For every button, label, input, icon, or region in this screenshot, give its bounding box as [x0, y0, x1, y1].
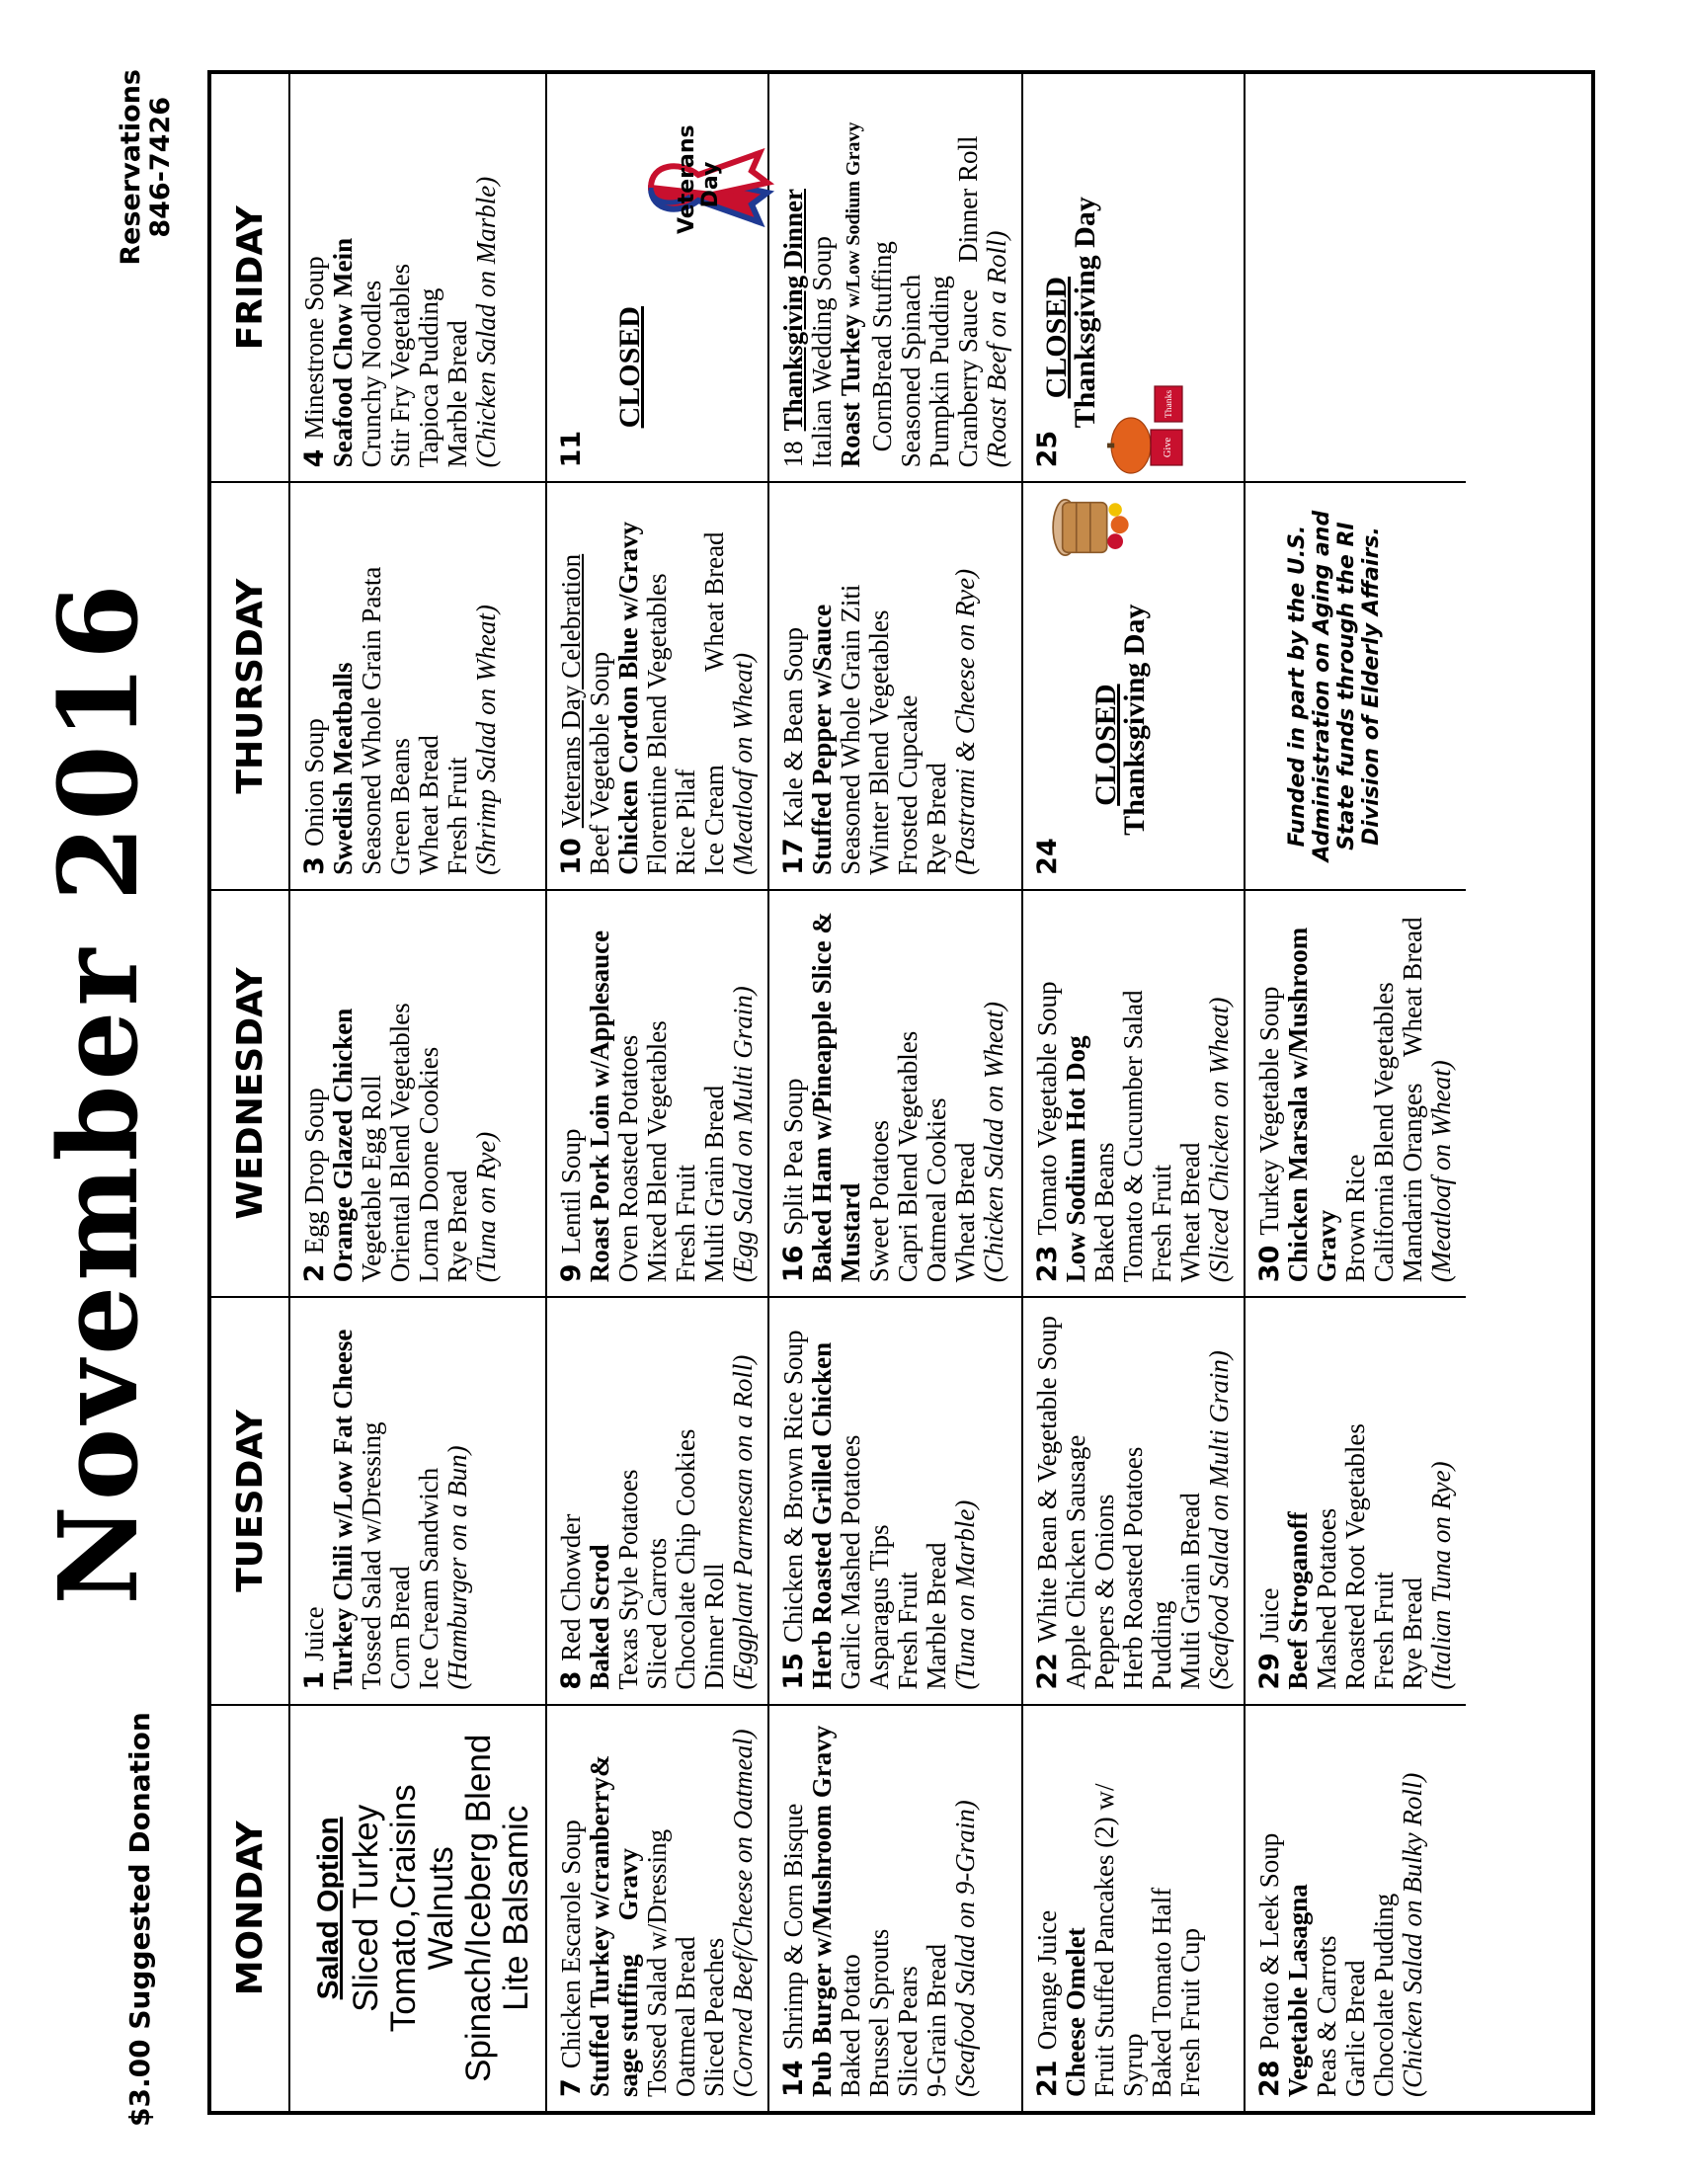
side: Oatmeal Bread	[671, 1936, 700, 2097]
salad-line: Spinach/Iceberg Blend	[459, 1734, 498, 2082]
page-title: November 2016	[35, 579, 162, 1605]
day-cell-9	[547, 889, 769, 1296]
side: Baked Beans	[1089, 1142, 1119, 1283]
side: Tossed Salad w/Dressing	[357, 1421, 386, 1690]
side: 9-Grain Bread	[922, 1943, 951, 2097]
give-sign-text: Give	[1163, 438, 1173, 458]
alternate-meal: (Seafood Salad on Multi Grain)	[1204, 1350, 1234, 1690]
event-title: Thanksgiving Dinner	[778, 189, 808, 432]
day-cell-28	[1246, 1704, 1466, 2111]
soup: Red Chowder	[556, 1513, 586, 1661]
day-header-thursday: THURSDAY	[211, 481, 290, 888]
day-cell-11	[547, 74, 769, 481]
entree: Low Sodium Hot Dog	[1061, 1035, 1090, 1283]
day-cell-8	[547, 1296, 769, 1703]
entree: Chicken Marsala w/Mushroom	[1283, 927, 1313, 1283]
soup: Orange Juice	[1032, 1909, 1062, 2051]
entree: Roast Turkey	[836, 314, 865, 468]
side: Pudding	[1147, 1600, 1176, 1690]
side: Oriental Blend Vegetables	[385, 1003, 415, 1283]
day-number: 2	[299, 1263, 330, 1283]
day-number: 23	[1032, 1245, 1063, 1283]
side: Marble Bread	[922, 1542, 951, 1690]
day-cell-15	[769, 1296, 1023, 1703]
entree: Turkey Chili w/Low Fat Cheese	[328, 1329, 358, 1690]
side: Rye Bread	[1398, 1577, 1427, 1690]
reservations-label: Reservations	[116, 69, 146, 266]
side: Sliced Peaches	[699, 1937, 729, 2097]
day-cell-30	[1246, 889, 1466, 1296]
day-cell-10	[547, 481, 769, 888]
side: Chocolate Chip Cookies	[671, 1428, 700, 1690]
day-number: 28	[1254, 2060, 1285, 2097]
soup: Split Pea Soup	[778, 1078, 808, 1236]
entree: Baked Scrod	[585, 1544, 614, 1690]
entree: Baked Ham w/Pineapple Slice &	[807, 912, 837, 1283]
soup: Italian Wedding Soup	[807, 236, 837, 468]
salad-line: Sliced Turkey	[347, 1804, 385, 2012]
alternate-meal: (Seafood Salad on 9-Grain)	[950, 1800, 980, 2097]
entree: Seafood Chow Mein	[328, 237, 358, 468]
day-number: 4	[299, 448, 330, 468]
side: Asparagus Tips	[864, 1524, 894, 1690]
side: Garlic Mashed Potatoes	[836, 1434, 865, 1690]
day-cell-7	[547, 1704, 769, 2111]
salad-option-label: Salad Option	[312, 1817, 345, 2000]
side: Fresh Fruit	[442, 757, 472, 875]
side: Fresh Fruit	[671, 1164, 700, 1283]
side: Ice Cream Wheat Bread	[699, 531, 729, 875]
side: Rice Pilaf	[671, 768, 700, 875]
side: Marble Bread	[442, 320, 472, 468]
soup: Chicken Escarole Soup	[556, 1820, 586, 2069]
side: Seasoned Spinach	[896, 274, 925, 468]
side: Capri Blend Vegetables	[893, 1030, 923, 1283]
alternate-meal: (Chicken Salad on Marble)	[471, 176, 501, 468]
harvest-basket-icon	[1023, 483, 1152, 572]
side: Wheat Bread	[1175, 1142, 1205, 1283]
side: Florentine Blend Vegetables	[642, 573, 672, 875]
holiday-label: Thanksgiving Day	[1118, 604, 1151, 836]
soup: White Bean & Vegetable Soup	[1032, 1316, 1062, 1644]
soup: Tomato Vegetable Soup	[1032, 981, 1062, 1236]
side: Sweet Potatoes	[864, 1119, 894, 1283]
day-cell-25	[1023, 74, 1246, 481]
closed-label: CLOSED	[613, 306, 646, 429]
soup: Egg Drop Soup	[299, 1088, 329, 1254]
alternate-meal: (Tuna on Marble)	[950, 1499, 980, 1690]
alternate-meal: (Pastrami & Cheese on Rye)	[950, 568, 980, 875]
side: Wheat Bread	[950, 1142, 980, 1283]
day-number: 22	[1032, 1653, 1063, 1690]
entree: Stuffed Pepper w/Sauce	[807, 604, 837, 875]
side: Lorna Doone Cookies	[414, 1046, 443, 1283]
menu-calendar-grid	[207, 70, 1595, 2115]
day-number: 7	[556, 2078, 587, 2097]
day-header-tuesday: TUESDAY	[211, 1296, 290, 1703]
side: Wheat Bread	[414, 735, 443, 875]
soup: Potato & Leek Soup	[1254, 1832, 1284, 2051]
entree: Beef Stroganoff	[1283, 1511, 1313, 1690]
side: Tossed Salad w/Dressing	[642, 1828, 672, 2097]
day-cell-24	[1023, 481, 1246, 888]
day-number: 21	[1032, 2060, 1063, 2097]
side: Rye Bread	[442, 1170, 472, 1283]
reservations-info	[117, 69, 176, 266]
alternate-meal: (Corned Beef/Cheese on Oatmeal)	[728, 1729, 758, 2097]
entree: Swedish Meatballs	[328, 662, 358, 875]
side: Stir Fry Vegetables	[385, 263, 415, 468]
salad-option-cell	[290, 1704, 547, 2111]
closed-label: CLOSED	[1040, 277, 1073, 399]
entree: Roast Pork Loin w/Applesauce	[585, 930, 614, 1283]
side: Mandarin Oranges Wheat Bread	[1398, 917, 1427, 1283]
thanks-sign-text: Thanks	[1163, 390, 1174, 419]
side: Mixed Blend Vegetables	[642, 1020, 672, 1283]
entree-continued: Mustard	[836, 1182, 865, 1283]
day-cell-1	[290, 1296, 547, 1703]
alternate-meal: (Chicken Salad on Wheat)	[979, 1002, 1008, 1283]
day-number: 30	[1254, 1245, 1285, 1283]
side: Fresh Fruit	[1147, 1164, 1176, 1283]
side: Mashed Potatoes	[1312, 1507, 1341, 1690]
ribbon-caption: Veterans Day	[675, 124, 723, 235]
side: Vegetable Egg Roll	[357, 1075, 386, 1283]
alternate-meal: (Tuna on Rye)	[471, 1131, 501, 1283]
day-header-friday: FRIDAY	[211, 74, 290, 481]
alternate-meal: (Hamburger on a Bun)	[442, 1445, 472, 1690]
day-cell-2	[290, 889, 547, 1296]
side: Seasoned Whole Grain Pasta	[357, 566, 386, 875]
side: Cranberry Sauce Dinner Roll	[953, 135, 983, 468]
soup: Juice	[299, 1606, 329, 1661]
reservations-phone: 846-7426	[145, 96, 176, 238]
alternate-meal: (Meatloaf on Wheat)	[728, 652, 758, 875]
salad-line: Tomato,Craisins	[384, 1784, 423, 2033]
event-title: Veterans Day Celebration	[556, 553, 586, 829]
day-cell-14	[769, 1704, 1023, 2111]
day-cell-4	[290, 74, 547, 481]
day-cell-18	[769, 74, 1023, 481]
side: Fresh Fruit	[1369, 1572, 1399, 1690]
entree: Herb Roasted Grilled Chicken	[807, 1341, 837, 1690]
day-cell-16	[769, 889, 1023, 1296]
alternate-meal: (Roast Beef on a Roll)	[982, 230, 1011, 468]
side: Chocolate Pudding	[1369, 1893, 1399, 2097]
soup: Minestrone Soup	[299, 256, 329, 440]
soup: Chicken & Brown Rice Soup	[778, 1330, 808, 1644]
entree: Stuffed Turkey w/cranberry&	[585, 1754, 614, 2097]
side: Rye Bread	[922, 763, 951, 875]
side: Dinner Roll	[699, 1563, 729, 1690]
side: Corn Bread	[385, 1566, 415, 1690]
entree: Chicken Cordon Blue w/Gravy	[613, 522, 643, 875]
side: Syrup	[1118, 2033, 1148, 2097]
soup: Shrimp & Corn Bisque	[778, 1803, 808, 2051]
side: Garlic Bread	[1340, 1960, 1370, 2097]
soup: Juice	[1254, 1587, 1284, 1644]
day-cell-21	[1023, 1704, 1246, 2111]
day-number: 3	[299, 856, 330, 875]
soup: Beef Vegetable Soup	[585, 651, 614, 875]
alternate-meal: (Eggplant Parmesan on a Roll)	[728, 1354, 758, 1690]
side: Sliced Pears	[893, 1966, 923, 2097]
salad-line: Walnuts	[422, 1846, 460, 1971]
side: Peas & Carrots	[1312, 1935, 1341, 2097]
salad-line: Lite Balsamic	[497, 1805, 535, 2011]
pumpkins-icon	[1063, 363, 1231, 481]
side: Crunchy Noodles	[357, 280, 386, 468]
day-cell-17	[769, 481, 1023, 888]
side: Tapioca Pudding	[414, 287, 443, 468]
day-cell-22	[1023, 1296, 1246, 1703]
entree-note: w/Low Sodium Gravy	[843, 121, 864, 308]
side: Herb Roasted Potatoes	[1118, 1446, 1148, 1690]
alternate-meal: (Egg Salad on Multi Grain)	[728, 986, 758, 1283]
entree-continued: sage stuffing Gravy	[613, 1848, 643, 2097]
alternate-meal: (Shrimp Salad on Wheat)	[471, 605, 501, 875]
day-number: 14	[778, 2060, 809, 2097]
day-number: 10	[556, 838, 587, 875]
day-cell-23	[1023, 889, 1246, 1296]
side: Oatmeal Cookies	[922, 1097, 951, 1283]
day-number: 24	[1032, 838, 1063, 875]
donation-text: $3.00 Suggested Donation	[123, 1712, 156, 2127]
side: Multi Grain Bread	[1175, 1493, 1205, 1690]
side: Peppers & Onions	[1089, 1494, 1119, 1690]
entree: Orange Glazed Chicken	[328, 1008, 358, 1283]
side: Brown Rice	[1340, 1154, 1370, 1283]
side: Baked Tomato Half	[1147, 1887, 1176, 2097]
side: Winter Blend Vegetables	[864, 609, 894, 875]
side: Apple Chicken Sausage	[1061, 1434, 1090, 1690]
side: Pumpkin Pudding	[924, 276, 954, 468]
alternate-meal: (Chicken Salad on Bulky Roll)	[1398, 1772, 1427, 2097]
side: Multi Grain Bread	[699, 1085, 729, 1283]
day-number: 9	[556, 1263, 587, 1283]
soup: Onion Soup	[299, 718, 329, 848]
day-number: 18	[778, 441, 808, 468]
side: Roasted Root Vegetables	[1340, 1423, 1370, 1690]
day-cell-3	[290, 481, 547, 888]
side: California Blend Vegetables	[1369, 982, 1399, 1283]
side: Oven Roasted Potatoes	[613, 1034, 643, 1283]
side: Fresh Fruit Cup	[1175, 1927, 1205, 2097]
side: Ice Cream Sandwich	[414, 1467, 443, 1690]
empty-cell	[1246, 74, 1466, 481]
day-header-monday: MONDAY	[211, 1704, 290, 2111]
day-number: 11	[556, 430, 587, 468]
day-header-wednesday: WEDNESDAY	[211, 889, 290, 1296]
soup: Lentil Soup	[556, 1128, 586, 1254]
side: Fresh Fruit	[893, 1572, 923, 1690]
funding-note: Funded in part by the U.S. Administration on Aging and State funds through the RI Division of Elderly Affairs.	[1246, 481, 1466, 888]
entree: Cheese Omelet	[1061, 1927, 1090, 2097]
side: Fruit Stuffed Pancakes (2) w/	[1089, 1783, 1119, 2097]
side: Green Beans	[385, 738, 415, 875]
side: Frosted Cupcake	[893, 694, 923, 875]
side: Tomato & Cucumber Salad	[1118, 990, 1148, 1283]
soup: Kale & Bean Soup	[778, 627, 808, 829]
day-cell-29	[1246, 1296, 1466, 1703]
side: Seasoned Whole Grain Ziti	[836, 584, 865, 875]
day-number: 15	[778, 1653, 809, 1690]
alternate-meal: (Meatloaf on Wheat)	[1426, 1060, 1456, 1283]
soup: Turkey Vegetable Soup	[1254, 986, 1284, 1236]
side: Baked Potato	[836, 1954, 865, 2097]
day-number: 17	[778, 838, 809, 875]
side: Brussel Sprouts	[864, 1928, 894, 2097]
side: CornBread Stuffing	[867, 241, 897, 452]
alternate-meal: (Sliced Chicken on Wheat)	[1204, 997, 1234, 1283]
entree-continued: Gravy	[1312, 1209, 1341, 1283]
side: Sliced Carrots	[642, 1537, 672, 1690]
day-number: 25	[1032, 430, 1063, 468]
day-number: 8	[556, 1670, 587, 1690]
closed-label: CLOSED	[1089, 684, 1122, 806]
day-number: 16	[778, 1245, 809, 1283]
alternate-meal: (Italian Tuna on Rye)	[1426, 1461, 1456, 1690]
day-number: 1	[299, 1670, 330, 1690]
holiday-label: Thanksgiving Day	[1069, 197, 1101, 429]
side: Texas Style Potatoes	[613, 1469, 643, 1690]
entree: Vegetable Lasagna	[1283, 1884, 1313, 2097]
day-number: 29	[1254, 1653, 1285, 1690]
entree: Pub Burger w/Mushroom Gravy	[807, 1725, 837, 2097]
